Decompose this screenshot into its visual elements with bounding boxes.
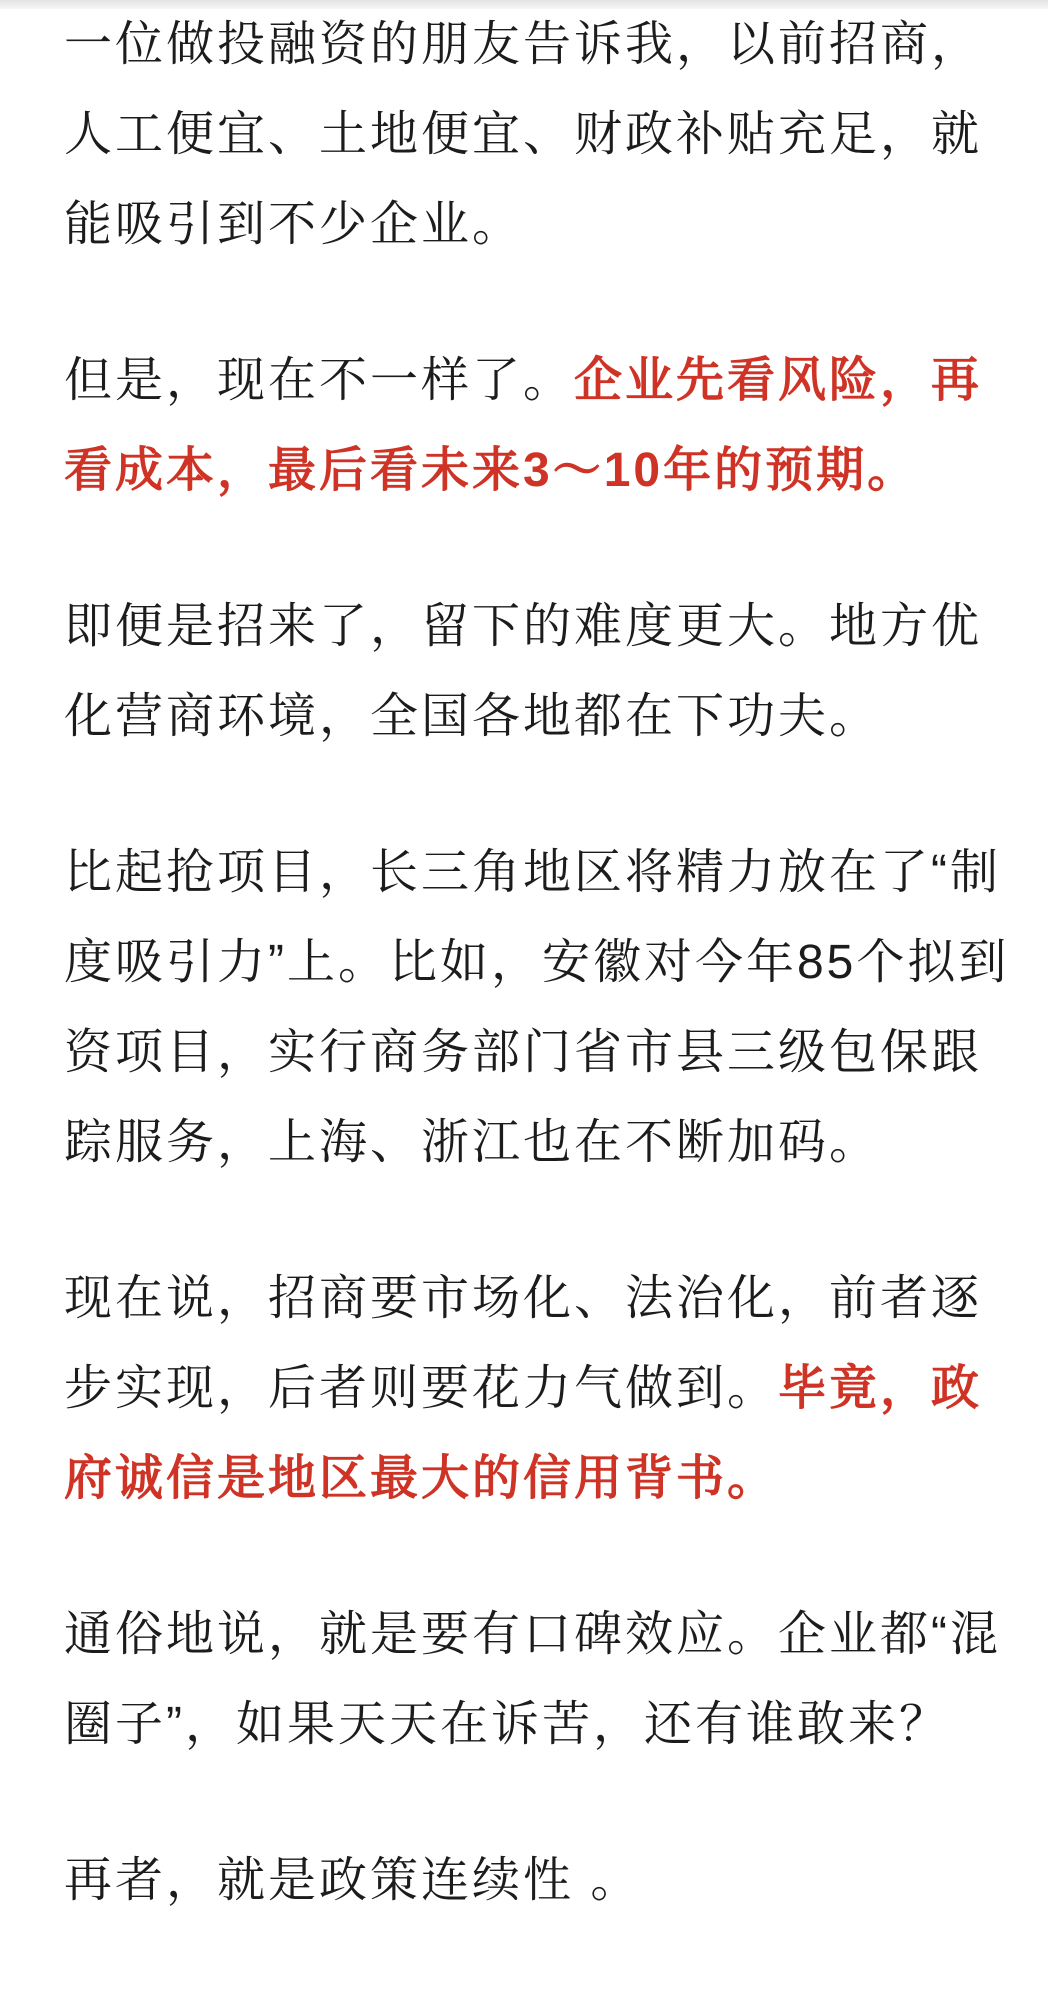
- paragraph: [64, 1590, 1001, 1770]
- text-line: [64, 180, 984, 270]
- body-text: 踪服务，上海、浙江也在不断加码。: [64, 1116, 881, 1169]
- text-line: [64, 0, 984, 90]
- text-line: [64, 918, 1010, 1008]
- body-text: 再者，就是政策连续性 。: [64, 1854, 642, 1907]
- highlighted-text: 看成本，最后看未来3～10年的预期。: [64, 444, 919, 497]
- body-text: 一位做投融资的朋友告诉我，以前招商，: [64, 18, 983, 71]
- text-line: [64, 1434, 984, 1524]
- body-text: 度吸引力”上。比如，安徽对今年85个拟到: [64, 936, 1010, 989]
- text-line: [64, 1008, 984, 1098]
- text-line: [64, 336, 984, 426]
- body-text: 比起抢项目，长三角地区将精力放在了“制: [64, 846, 1001, 899]
- text-line: [64, 582, 984, 672]
- body-text: 步实现，后者则要花力气做到。: [64, 1362, 779, 1415]
- paragraph: [64, 336, 984, 516]
- paragraph: [64, 0, 984, 270]
- text-line: [64, 1590, 1001, 1680]
- body-text: 通俗地说，就是要有口碑效应。企业都“混: [64, 1608, 1001, 1661]
- paragraph: [64, 582, 984, 762]
- body-text: 资项目，实行商务部门省市县三级包保跟: [64, 1026, 983, 1079]
- highlighted-text: 企业先看风险，再: [574, 354, 983, 407]
- highlighted-text: 府诚信是地区最大的信用背书。: [64, 1452, 779, 1505]
- text-line: [64, 1254, 984, 1344]
- text-line: [64, 1680, 984, 1770]
- paragraph: [64, 1836, 984, 1926]
- text-line: [64, 1344, 984, 1434]
- highlighted-text: 毕竟，政: [778, 1362, 983, 1415]
- text-line: [64, 672, 984, 762]
- paragraph: [64, 1254, 984, 1524]
- text-line: [64, 1098, 984, 1188]
- body-text: 圈子”，如果天天在诉苦，还有谁敢来？: [64, 1698, 950, 1751]
- body-text: 现在说，招商要市场化、法治化，前者逐: [64, 1272, 983, 1325]
- body-text: 但是，现在不一样了。: [64, 354, 575, 407]
- body-text: 化营商环境，全国各地都在下功夫。: [64, 690, 881, 743]
- text-line: [64, 1836, 984, 1926]
- body-text: 能吸引到不少企业。: [64, 198, 524, 251]
- text-line: [64, 90, 984, 180]
- text-line: [64, 828, 1001, 918]
- body-text: 即便是招来了，留下的难度更大。地方优: [64, 600, 983, 653]
- paragraph: [64, 828, 1010, 1188]
- text-line: [64, 426, 984, 516]
- body-text: 人工便宜、土地便宜、财政补贴充足，就: [64, 108, 983, 161]
